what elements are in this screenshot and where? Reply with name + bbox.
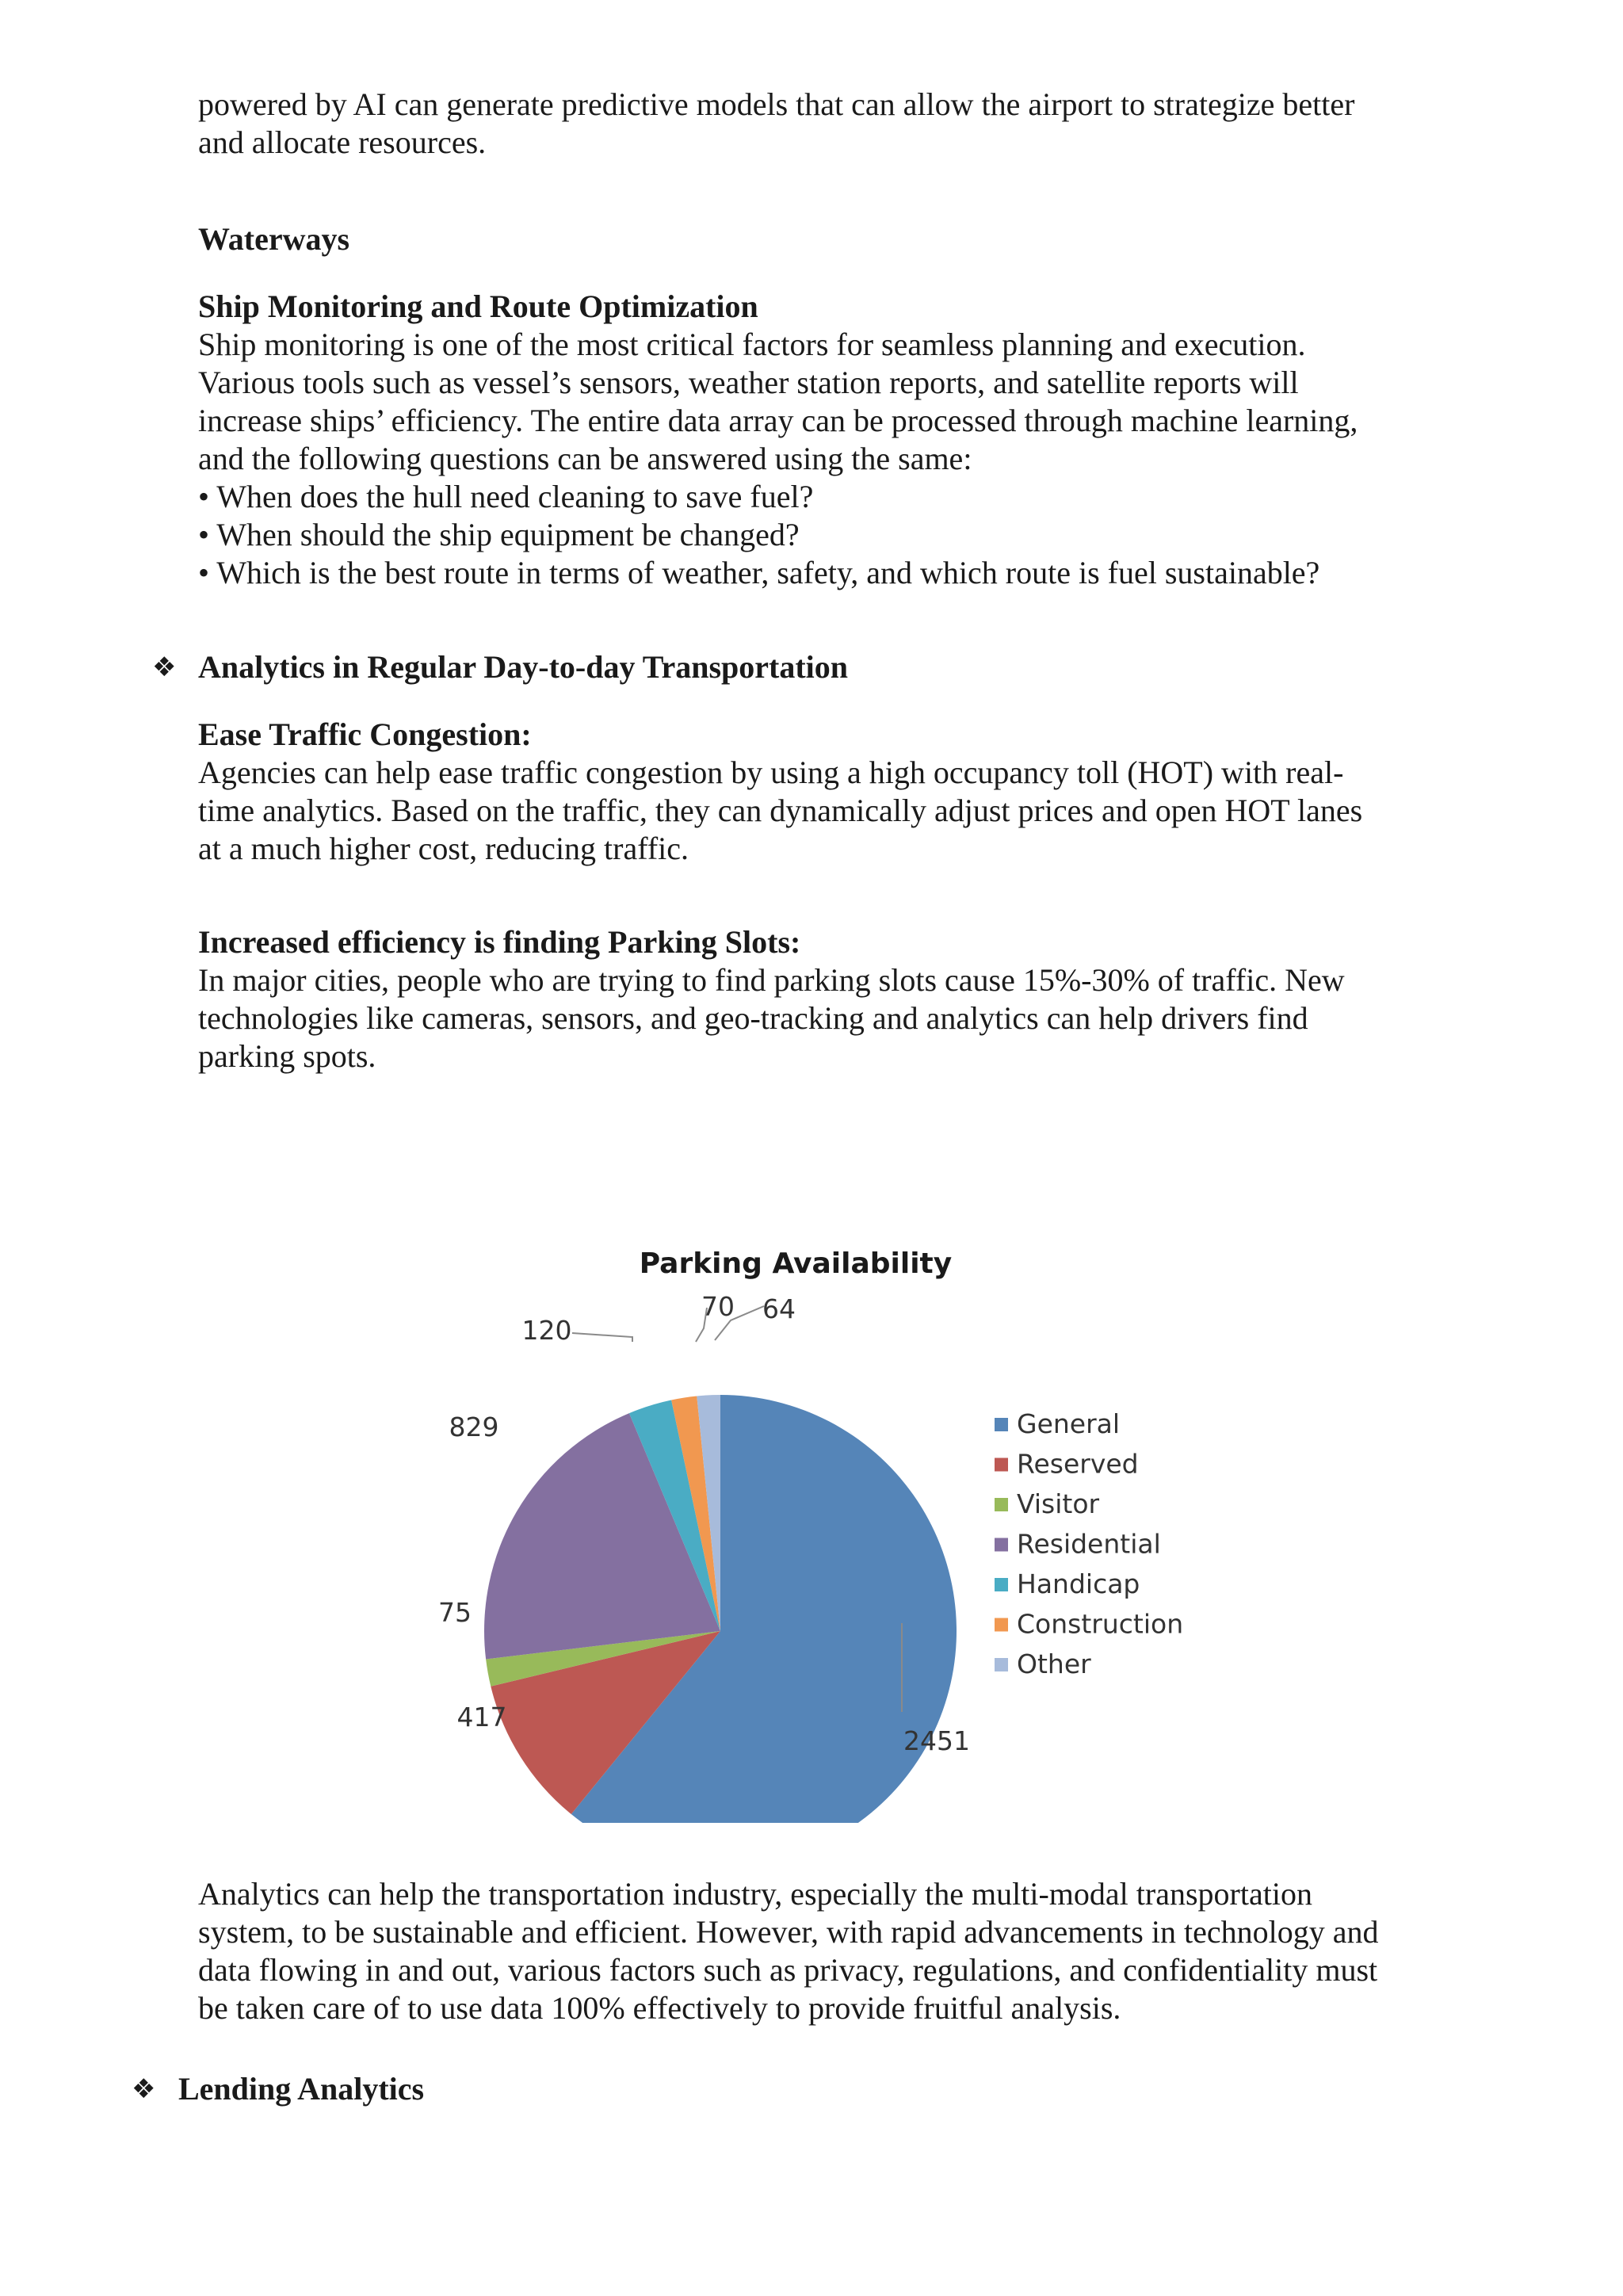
paragraph-line: parking spots. xyxy=(198,1038,376,1074)
legend-swatch-residential xyxy=(995,1538,1008,1552)
paragraph-line: In major cities, people who are trying to find parking slots cause 15%-30% of traffic. New xyxy=(198,962,1345,998)
transportation-section-heading: Analytics in Regular Day-to-day Transportation xyxy=(198,649,849,685)
parking-heading: Increased efficiency is finding Parking Slots: xyxy=(198,924,801,960)
legend-label-visitor: Visitor xyxy=(1017,1488,1100,1519)
bullet-item: • Which is the best route in terms of weather, safety, and which route is fuel sustainable? xyxy=(198,555,1320,590)
paragraph-line: be taken care of to use data 100% effectively to provide fruitful analysis. xyxy=(198,1990,1121,2026)
paragraph-line: data flowing in and out, various factors such as privacy, regulations, and confidentiality must xyxy=(198,1952,1378,1988)
paragraph-line: at a much higher cost, reducing traffic. xyxy=(198,831,689,866)
ship-monitoring-paragraph xyxy=(198,326,1436,592)
traffic-paragraph xyxy=(198,754,1436,868)
legend-swatch-reserved xyxy=(995,1458,1008,1472)
conclusion-paragraph xyxy=(198,1875,1436,2027)
paragraph-line: Various tools such as vessel’s sensors, weather station reports, and satellite reports will xyxy=(198,365,1299,400)
diamond-bullet-icon: ❖ xyxy=(152,651,177,683)
chart-title: Parking Availability xyxy=(639,1247,953,1280)
legend-swatch-construction xyxy=(995,1618,1008,1632)
paragraph-line: Ship monitoring is one of the most critical factors for seamless planning and execution. xyxy=(198,327,1306,362)
bullet-item: • When should the ship equipment be changed? xyxy=(198,517,800,552)
data-label-handicap: 120 xyxy=(521,1315,572,1346)
legend-label-reserved: Reserved xyxy=(1017,1448,1139,1480)
legend-swatch-handicap xyxy=(995,1578,1008,1591)
paragraph-line: system, to be sustainable and efficient. However, with rapid advancements in technology and xyxy=(198,1914,1379,1950)
data-label-visitor: 75 xyxy=(438,1597,472,1628)
paragraph-line: increase ships’ efficiency. The entire data array can be processed through machine learning, xyxy=(198,403,1358,438)
data-label-general: 2451 xyxy=(903,1725,970,1756)
leader-line xyxy=(572,1333,632,1342)
lending-section-heading: Lending Analytics xyxy=(178,2071,425,2107)
legend-label-residential: Residential xyxy=(1017,1528,1161,1560)
legend-swatch-other xyxy=(995,1658,1008,1671)
data-label-residential: 829 xyxy=(449,1412,499,1442)
legend-swatch-visitor xyxy=(995,1498,1008,1511)
legend-swatch-general xyxy=(995,1418,1008,1431)
ship-monitoring-heading: Ship Monitoring and Route Optimization xyxy=(198,288,758,324)
legend-label-handicap: Handicap xyxy=(1017,1568,1140,1599)
intro-paragraph xyxy=(198,86,1436,162)
data-label-construction: 70 xyxy=(701,1291,735,1322)
paragraph-line: and the following questions can be answered using the same: xyxy=(198,441,972,476)
intro-line: and allocate resources. xyxy=(198,124,487,160)
intro-line: powered by AI can generate predictive models that can allow the airport to strategize better xyxy=(198,86,1355,122)
paragraph-line: time analytics. Based on the traffic, they can dynamically adjust prices and open HOT lanes xyxy=(198,793,1363,828)
bullet-item: • When does the hull need cleaning to save fuel? xyxy=(198,479,814,514)
legend-label-general: General xyxy=(1017,1408,1121,1439)
traffic-heading: Ease Traffic Congestion: xyxy=(198,716,532,752)
diamond-bullet-icon: ❖ xyxy=(132,2073,156,2105)
paragraph-line: Agencies can help ease traffic congestion by using a high occupancy toll (HOT) with real- xyxy=(198,755,1344,790)
legend-label-construction: Construction xyxy=(1017,1608,1184,1640)
legend-label-other: Other xyxy=(1017,1648,1091,1679)
data-label-other: 64 xyxy=(762,1293,796,1324)
data-label-reserved: 417 xyxy=(456,1702,507,1733)
parking-availability-chart xyxy=(396,1228,1228,1823)
parking-paragraph xyxy=(198,961,1436,1075)
paragraph-line: Analytics can help the transportation industry, especially the multi-modal transportation xyxy=(198,1876,1312,1912)
waterways-heading: Waterways xyxy=(198,221,350,257)
paragraph-line: technologies like cameras, sensors, and geo-tracking and analytics can help drivers find xyxy=(198,1000,1308,1036)
